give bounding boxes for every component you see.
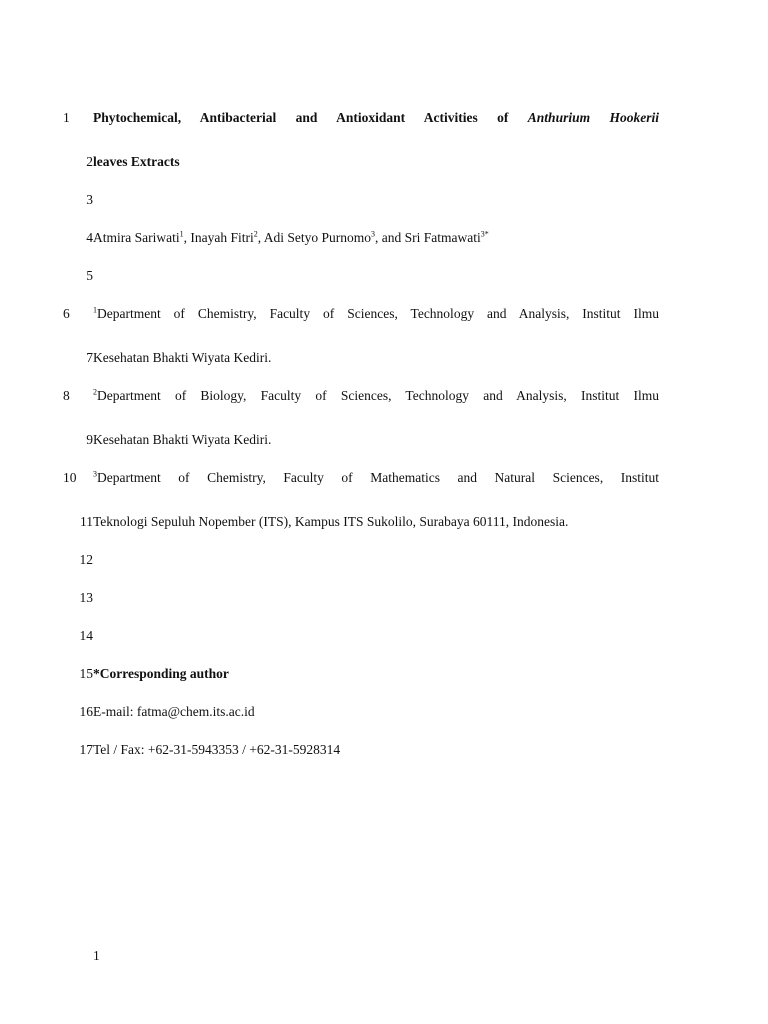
line-number: 10 bbox=[63, 470, 77, 485]
phone-fax-line bbox=[79, 741, 659, 759]
affiliation-3-continued bbox=[80, 513, 659, 531]
affiliation-text: Teknologi Sepuluh Nopember (ITS), Kampus ITS Sukolilo, Surabaya 60111, Indonesia. bbox=[93, 514, 569, 529]
affiliation-text: Department of Chemistry, Faculty of Sciences, Technology and Analysis, Institut Ilmu bbox=[97, 306, 659, 321]
blank-line bbox=[79, 551, 659, 569]
affiliation-2-line bbox=[63, 387, 659, 405]
author-3: Adi Setyo Purnomo bbox=[263, 230, 372, 245]
line-number: 3 bbox=[86, 192, 93, 207]
phone-fax-text: Tel / Fax: +62-31-5943353 / +62-31-5928314 bbox=[93, 742, 341, 757]
line-number: 4 bbox=[86, 230, 93, 245]
line-number: 1 bbox=[63, 110, 70, 125]
author-2: Inayah Fitri bbox=[190, 230, 254, 245]
line-number: 9 bbox=[86, 432, 93, 447]
corresponding-author-label: *Corresponding author bbox=[93, 666, 229, 681]
line-number: 17 bbox=[79, 742, 93, 757]
affiliation-2-continued bbox=[86, 431, 659, 449]
affiliation-text: Kesehatan Bhakti Wiyata Kediri. bbox=[93, 432, 272, 447]
email-text: E-mail: fatma@chem.its.ac.id bbox=[93, 704, 255, 719]
title-text: Phytochemical, Antibacterial and Antioxidant Activities of bbox=[93, 110, 528, 125]
affiliation-1-line bbox=[63, 305, 659, 323]
title-line-2 bbox=[86, 153, 659, 171]
blank-line bbox=[86, 191, 659, 209]
line-number: 5 bbox=[86, 268, 93, 283]
line-number: 15 bbox=[79, 666, 93, 681]
line-number: 6 bbox=[63, 306, 70, 321]
author-separator: , bbox=[257, 230, 264, 245]
affiliation-1-continued bbox=[86, 349, 659, 367]
affiliation-text: Department of Chemistry, Faculty of Mathematics and Natural Sciences, Institut bbox=[97, 470, 659, 485]
affiliation-marker: 1 bbox=[93, 305, 97, 315]
affiliation-text: Department of Biology, Faculty of Sciences, Technology and Analysis, Institut Ilmu bbox=[97, 388, 659, 403]
line-number: 8 bbox=[63, 388, 70, 403]
email-line bbox=[79, 703, 659, 721]
line-number: 11 bbox=[80, 514, 93, 529]
blank-line bbox=[86, 267, 659, 285]
authors-line bbox=[86, 229, 659, 247]
line-number: 13 bbox=[79, 590, 93, 605]
blank-line bbox=[79, 589, 659, 607]
page-number: 1 bbox=[93, 948, 100, 963]
blank-line bbox=[79, 627, 659, 645]
author-3-affiliation: 3 bbox=[371, 229, 376, 239]
title-line-1 bbox=[63, 109, 659, 127]
affiliation-marker: 2 bbox=[93, 387, 97, 397]
line-number: 7 bbox=[86, 350, 93, 365]
line-number: 12 bbox=[79, 552, 93, 567]
line-number: 16 bbox=[79, 704, 93, 719]
affiliation-text: Kesehatan Bhakti Wiyata Kediri. bbox=[93, 350, 272, 365]
affiliation-marker: 3 bbox=[93, 469, 97, 479]
corresponding-author-heading bbox=[79, 665, 659, 683]
title-text-continued: leaves Extracts bbox=[93, 154, 180, 169]
author-separator: , and bbox=[375, 230, 405, 245]
affiliation-3-line bbox=[63, 469, 659, 487]
line-number: 14 bbox=[79, 628, 93, 643]
author-2-affiliation: 2 bbox=[253, 229, 258, 239]
author-4: Sri Fatmawati bbox=[404, 230, 481, 245]
line-number: 2 bbox=[86, 154, 93, 169]
author-1-affiliation: 1 bbox=[179, 229, 184, 239]
title-species: Anthurium Hookerii bbox=[527, 110, 659, 125]
author-separator: , bbox=[183, 230, 191, 245]
author-1: Atmira Sariwati bbox=[93, 230, 180, 245]
author-4-affiliation: 3* bbox=[480, 229, 489, 239]
